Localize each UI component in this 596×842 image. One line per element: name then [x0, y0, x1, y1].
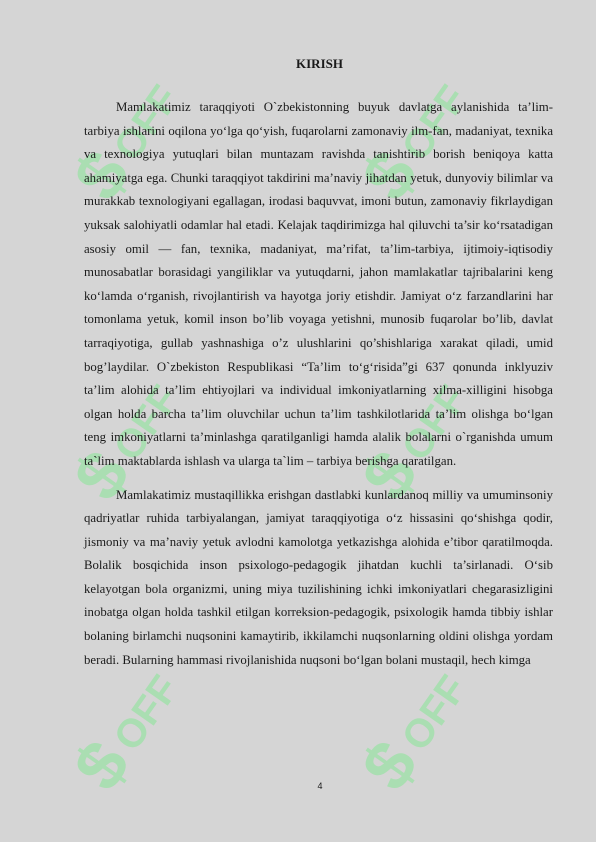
svg-text:$: $: [346, 726, 433, 804]
svg-text:$: $: [346, 436, 433, 514]
svg-text:OFF: OFF: [105, 377, 188, 469]
svg-text:OFF: OFF: [105, 77, 188, 169]
svg-text:OFF: OFF: [105, 667, 188, 759]
document-page: [84, 56, 553, 682]
document-title: KIRISH: [296, 56, 343, 71]
svg-text:$: $: [58, 436, 145, 514]
svg-text:$: $: [58, 136, 145, 214]
svg-text:OFF: OFF: [393, 377, 476, 469]
svg-text:OFF: OFF: [393, 667, 476, 759]
page-number: 4: [317, 781, 323, 791]
paragraph-1: Mamlakatimiz taraqqiyoti O`zbekistonning buyuk davlatga aylanishida ta’lim-tarbiya ishlarini oqilona yo‘lga qo‘yish, fuqarolarni zamonaviy ilm-fan, madaniyat, texnika va texnologiya yutuqlari bilan muntazam ravishda tanishtirib borish beniqoya katta ahamiyatga ega. Chunki taraqqiyot takdirini ma’naviy jihatdan yetuk, dunyoviy bilimlar va murakkab texnologiyani egallagan, irodasi baquvvat, imoni butun, zamonaviy fikrlaydigan yuksak salohiyatli odamlar hal etadi. Kelajak taqdirimizga hal qiluvchi ta’sir ko‘rsatadigan asosiy omil — fan, texnika, madaniyat, ma’rifat, ta’lim-tarbiya, ijtimoiy-iqtisodiy munosabatlar borasidagi yangiliklar va yutuqdarni, jahon mamlakatlar tajribalarini keng ko‘lamda o‘rganish, rivojlantirish va hayotga joriy etishdir. Jamiyat o‘z farzandlarini har tomonlama yetuk, komil inson bo’lib voyaga yetishni, munosib fuqarolar bo’lib, davlat tarraqiyotiga, gullab yashnashiga o’z ulushlarini qo’shishlariga xarakat qiladi, umid bog’laydilar. O`zbekiston Respublikasi “Ta’lim to‘g‘risida”gi 637 qonunda inklyuziv ta’lim alohida ta’lim ehtiyojlari va individual imkoniyatlarning xilma-xilligini hisobga olgan holda barcha ta’lim oluvchilar uchun ta’lim tashkilotlarida ta’lim olishga bo‘lgan teng imkoniyatlarni ta’minlashga qaratilganligi hamda alalik bolalarni o`rganishda umum ta`lim maktablarda ishlash va ularga ta`lim – tarbiya berishga qaratilgan.: [84, 100, 553, 468]
svg-text:$: $: [58, 726, 145, 804]
paragraph-2: Mamlakatimiz mustaqillikka erishgan dastlabki kunlardanoq milliy va umuminsoniy qadriyatlar ruhida tarbiyalangan, jamiyat taraqqiyotiga o‘z hissasini qo‘shishga qodir, jismoniy va ma’naviy yetuk avlodni kamolotga yetkazishga alohida e’tibor qaratilmoqda. Bolalik bosqichida inson psixologo-pedagogik jihatdan kuchli ta’sirlanadi. O‘sib kelayotgan bola organizmi, uning miya tuzilishining ichki imkoniyatlari chegarasizligini inobatga olgan holda tashkil etilgan korreksion-pedagogik, psixologik hamda tibbiy ishlar bolaning birlamchi nuqsonini kamaytirib, ikkilamchi nuqsonlarning oldini olishga yordam beradi. Bularning hammasi rivojlanishida nuqsoni bo‘lgan bolani mustaqil, hech kimga: [84, 487, 553, 667]
svg-text:$: $: [346, 136, 433, 214]
svg-text:OFF: OFF: [393, 77, 476, 169]
